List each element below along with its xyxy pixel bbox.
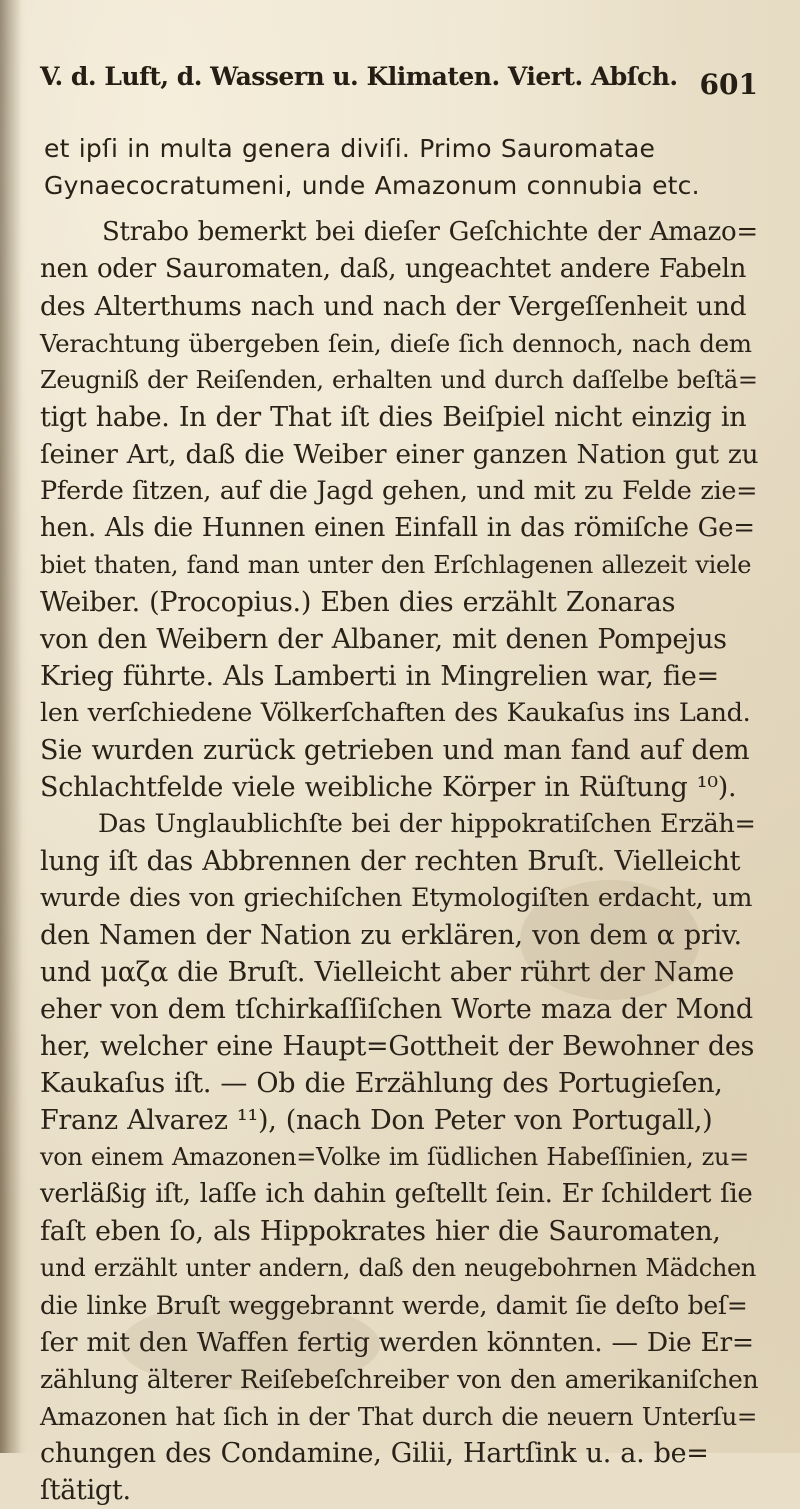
text-line: zählung älterer Reiſebeſchreiber von den amerikaniſchen	[40, 1365, 759, 1394]
text-line: Krieg führte. Als Lamberti in Mingrelien war, fie=	[40, 661, 719, 692]
text-line: chungen des Condamine, Gilii, Hartſink u. a. be=	[40, 1438, 709, 1469]
paragraph-first-line: Das Unglaublichſte bei der hippokratiſchen Erzäh=	[98, 809, 756, 839]
page-header	[40, 62, 758, 116]
text-line: und μαζα die Bruſt. Vielleicht aber rührt der Name	[40, 957, 734, 988]
text-line: tigt habe. In der That iſt dies Beiſpiel nicht einzig in	[40, 402, 747, 433]
text-line: verläßig iſt, laſſe ich dahin geſtellt ſein. Er ſchildert ſie	[40, 1179, 753, 1209]
text-line-latin: Gynaecocratumeni, unde Amazonum connubia etc.	[44, 171, 700, 200]
text-line: und erzählt unter andern, daß den neugebohrnen Mädchen	[40, 1254, 757, 1282]
text-line: wurde dies von griechiſchen Etymologiſten erdacht, um	[40, 883, 753, 913]
text-line: biet thaten, fand man unter den Erſchlagenen allezeit viele	[40, 551, 752, 579]
running-head: V. d. Luft, d. Wassern u. Klimaten. Viert. Abſch.	[40, 62, 678, 91]
text-line: den Namen der Nation zu erklären, von dem α priv.	[40, 920, 742, 951]
text-line: nen oder Sauromaten, daß, ungeachtet andere Fabeln	[40, 254, 747, 284]
text-line: von einem Amazonen=Volke im ſüdlichen Habeſſinien, zu=	[40, 1143, 749, 1171]
body-text	[40, 130, 758, 1509]
text-line: die linke Bruſt weggebrannt werde, damit ſie deſto beſ=	[40, 1291, 748, 1320]
paragraph-gap	[40, 204, 758, 214]
page-number: 601	[699, 68, 758, 101]
text-line: von den Weibern der Albaner, mit denen Pompejus	[40, 624, 727, 655]
text-line-last: ſtätigt.	[40, 1475, 131, 1506]
paragraph-first-line: Strabo bemerkt bei dieſer Geſchichte der Amazo=	[102, 217, 758, 247]
text-line: Kaukaſus iſt. — Ob die Erzählung des Portugieſen,	[40, 1068, 723, 1099]
text-line: Pferde ſitzen, auf die Jagd gehen, und mit zu Felde zie=	[40, 476, 758, 506]
text-line: Amazonen hat ſich in der That durch die neuern Unterſu=	[40, 1402, 758, 1431]
text-line: len verſchiedene Völkerſchaften des Kaukaſus ins Land.	[40, 698, 751, 728]
text-line: Franz Alvarez ¹¹), (nach Don Peter von Portugall,)	[40, 1105, 713, 1136]
text-line: faſt eben ſo, als Hippokrates hier die Sauromaten,	[40, 1216, 721, 1247]
text-line: hen. Als die Hunnen einen Einfall in das römiſche Ge=	[40, 513, 755, 543]
text-line: ſeiner Art, daß die Weiber einer ganzen Nation gut zu	[40, 439, 759, 470]
binding-shadow	[0, 0, 22, 1453]
text-line: Verachtung übergeben ſein, dieſe ſich dennoch, nach dem	[40, 329, 752, 358]
text-line: Sie wurden zurück getrieben und man fand auf dem	[40, 735, 750, 766]
text-line: Schlachtfelde viele weibliche Körper in Rüſtung ¹⁰).	[40, 772, 737, 803]
text-line: des Alterthums nach und nach der Vergeſſenheit und	[40, 291, 747, 322]
text-line: lung iſt das Abbrennen der rechten Bruſt. Vielleicht	[40, 846, 741, 877]
text-line: ſer mit den Waffen fertig werden könnten. — Die Er=	[40, 1327, 754, 1358]
text-line: her, welcher eine Haupt=Gottheit der Bewohner des	[40, 1031, 755, 1062]
text-line: Zeugniß der Reiſenden, erhalten und durch daſſelbe beſtä=	[40, 366, 758, 394]
text-line: Weiber. (Procopius.) Eben dies erzählt Zonaras	[40, 587, 676, 618]
text-line: eher von dem tſchirkaſſiſchen Worte maza der Mond	[40, 994, 753, 1025]
text-line-latin: et ipſi in multa genera diviſi. Primo Sauromatae	[44, 134, 656, 163]
